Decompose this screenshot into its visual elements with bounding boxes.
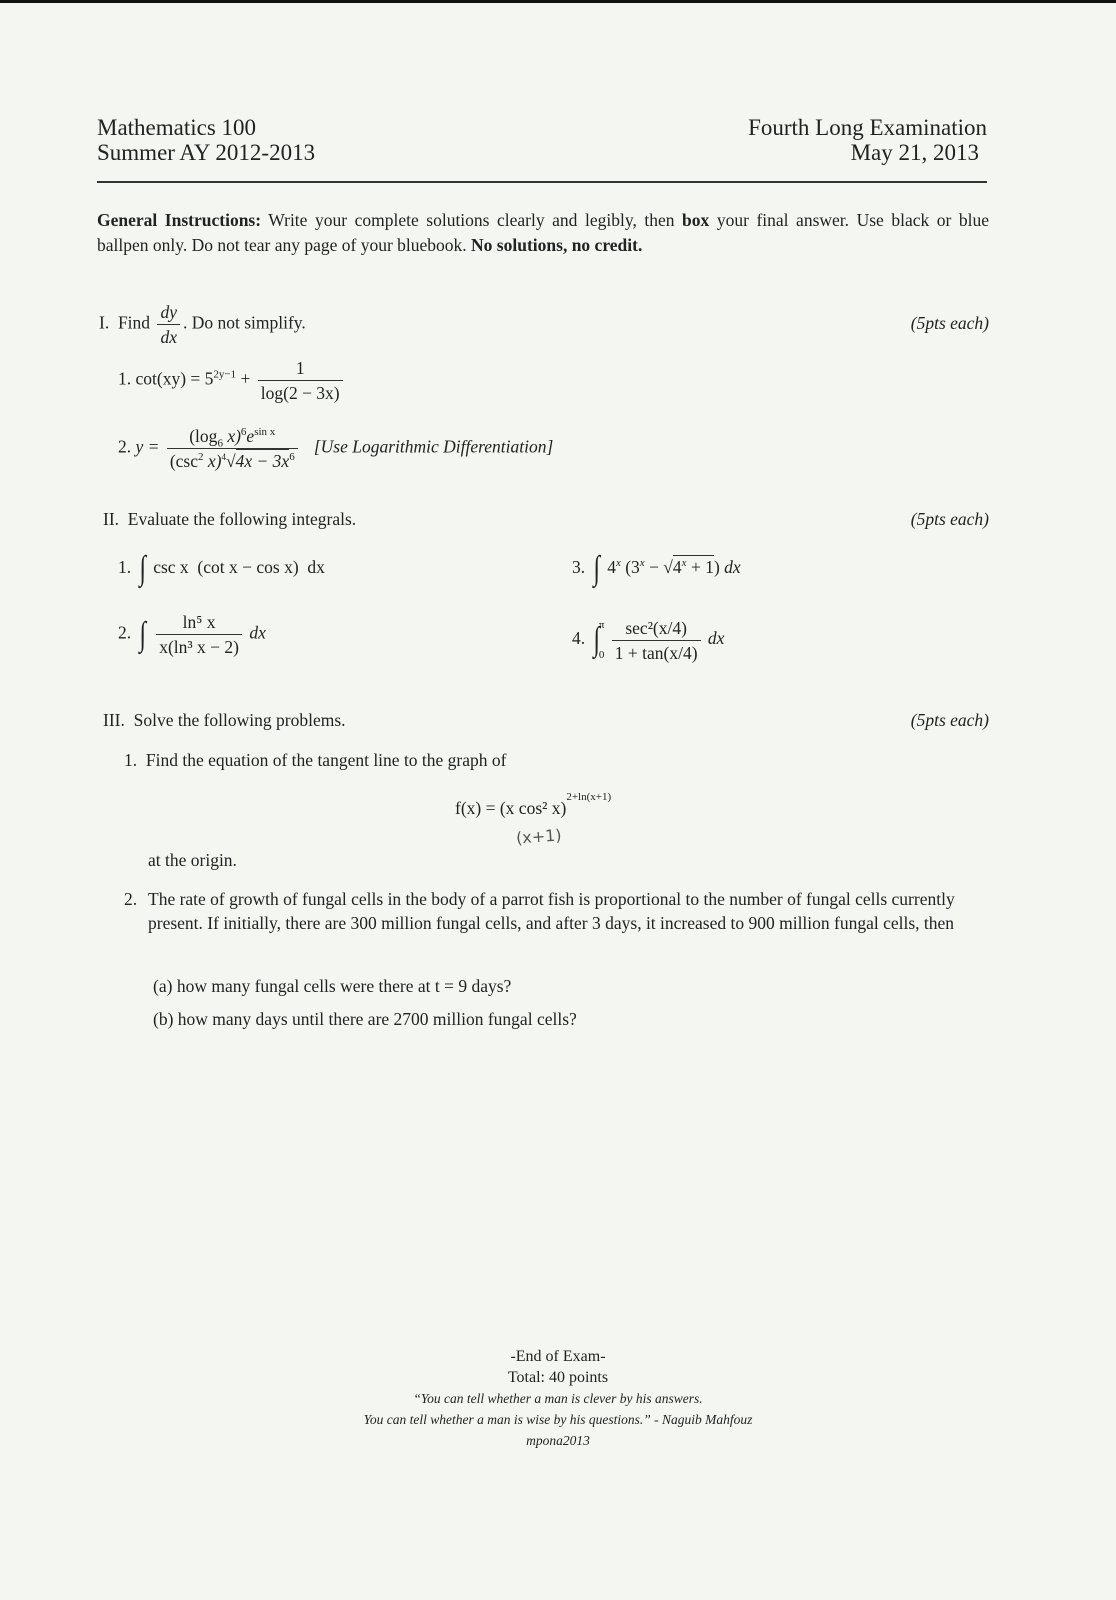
handwritten-annotation: (x+1) xyxy=(515,825,563,848)
differential: dx xyxy=(707,628,725,649)
math-part: + 1 xyxy=(686,557,714,578)
fraction-denominator: 1 + tan(x/4) xyxy=(612,640,701,665)
total-points: Total: 40 points xyxy=(507,1369,609,1386)
instructions-box: box xyxy=(682,210,710,230)
fraction-denominator xyxy=(167,448,298,473)
section-3-points: (5pts each) xyxy=(910,710,989,730)
question-1-2 xyxy=(118,424,553,473)
question-2-2 xyxy=(118,610,266,659)
question-2-1 xyxy=(118,550,325,588)
math-part: e xyxy=(246,426,255,446)
subquestion-label: (b) xyxy=(153,1009,174,1029)
math-operator: + xyxy=(240,368,251,389)
integral-sign: ∫ xyxy=(592,550,600,587)
section-numeral: III. xyxy=(103,710,125,730)
section-3-heading xyxy=(103,710,346,731)
exponent: sin x xyxy=(254,426,276,439)
instructions-text: your final answer. Use black or blue ballpen only. Do not tear any page of your bluebook. xyxy=(97,210,990,255)
math-expression: y = xyxy=(135,436,160,457)
question-number: 4. xyxy=(572,628,586,649)
question-number: 1. xyxy=(118,557,132,578)
exponent: 2+ln(x+1) xyxy=(566,791,612,803)
exam-footer xyxy=(0,1346,1116,1451)
math-part: (csc xyxy=(169,451,199,471)
scan-edge xyxy=(0,0,1116,3)
question-number: 1. xyxy=(118,368,132,389)
end-of-exam: -End of Exam- xyxy=(510,1348,606,1365)
question-number: 2. xyxy=(118,622,132,643)
question-1-1 xyxy=(118,356,346,405)
exponent: 2 xyxy=(198,451,204,464)
lower-limit: 0 xyxy=(598,649,605,661)
math-part: ) xyxy=(713,557,720,578)
subscript: 6 xyxy=(217,437,223,450)
author-tag: mpona2013 xyxy=(526,1433,590,1448)
section-numeral: II. xyxy=(103,509,120,529)
upper-limit: π xyxy=(598,619,605,631)
fraction-numerator: dy xyxy=(160,302,177,322)
general-instructions xyxy=(97,208,989,258)
subquestion-label: (a) xyxy=(153,976,173,996)
quote-line: “You can tell whether a man is clever by his answers. xyxy=(413,1391,703,1406)
section-1-points: (5pts each) xyxy=(910,313,989,333)
subquestion-a xyxy=(153,976,511,997)
course-info xyxy=(97,115,315,165)
course-title: Mathematics 100 xyxy=(97,115,257,140)
subquestion-text: how many days until there are 2700 million fungal cells? xyxy=(177,1009,577,1029)
section-numeral: I. xyxy=(99,312,110,333)
math-part: x) xyxy=(203,451,222,471)
question-number: 2. xyxy=(124,889,138,909)
question-3-2 xyxy=(124,887,990,935)
math-expression: f(x) = (x cos² x) xyxy=(455,798,567,818)
exponent: 6 xyxy=(289,451,295,464)
header-rule xyxy=(97,181,987,183)
course-term: Summer AY 2012-2013 xyxy=(97,140,316,165)
fraction-numerator: 1 xyxy=(295,358,305,378)
root-sign: √ xyxy=(226,451,236,471)
instructions-text: Write your complete solutions clearly and legibly, then xyxy=(268,210,675,230)
question-3-1 xyxy=(124,750,506,771)
subquestion-b xyxy=(153,1009,577,1030)
math-part: − √ xyxy=(644,557,673,578)
instructions-no-credit: No solutions, no credit. xyxy=(471,235,643,255)
exam-info xyxy=(748,115,987,165)
section-2-points: (5pts each) xyxy=(910,509,989,529)
differential: dx xyxy=(724,557,741,578)
question-number: 1. xyxy=(124,750,138,770)
math-expression: cot(xy) = 5 xyxy=(135,368,214,389)
fraction-denominator: dx xyxy=(157,324,180,349)
fraction-denominator: log(2 − 3x) xyxy=(258,380,343,405)
math-part: (log xyxy=(189,426,218,446)
question-2-4 xyxy=(572,610,724,670)
integral-sign: ∫ xyxy=(138,550,146,587)
differential: dx xyxy=(249,622,266,643)
radicand: 4x − 3x xyxy=(235,451,290,471)
root-index: 4 xyxy=(221,452,226,463)
section-text: Evaluate the following integrals. xyxy=(127,509,357,529)
exam-date: May 21, 2013 xyxy=(850,140,979,165)
question-2-3 xyxy=(572,550,741,588)
section-1-heading xyxy=(99,300,306,349)
question-text: The rate of growth of fungal cells in the body of a parrot fish is proportional to the number of fungal cells currently present. If initially, there are 300 million fungal cells, and after 3 days, it increased to 900 million fungal cells, then xyxy=(148,889,955,933)
section-text: Find xyxy=(117,312,151,333)
fraction-numerator xyxy=(167,424,298,448)
exam-title: Fourth Long Examination xyxy=(748,115,987,140)
fraction-numerator: sec²(x/4) xyxy=(625,617,687,638)
fraction-numerator: ln⁵ x xyxy=(182,612,216,632)
math-part: x) xyxy=(222,426,241,446)
method-note: [Use Logarithmic Differentiation] xyxy=(313,436,554,457)
math-part: 4 xyxy=(607,557,616,578)
section-2-heading xyxy=(103,509,356,530)
integral-sign: ∫ xyxy=(592,621,600,658)
exponent: 2y−1 xyxy=(213,368,237,381)
section-text: . Do not simplify. xyxy=(182,312,306,333)
subquestion-text: how many fungal cells were there at t = 9 days? xyxy=(176,976,512,996)
exponent: x xyxy=(681,557,687,570)
integral-sign: ∫ xyxy=(138,615,146,653)
exponent: 6 xyxy=(240,426,247,439)
math-expression: csc x (cot x − cos x) dx xyxy=(153,557,325,578)
exponent: x xyxy=(615,557,621,570)
question-text: at the origin. xyxy=(148,850,237,870)
question-number: 2. xyxy=(118,436,132,457)
question-number: 3. xyxy=(572,557,586,578)
function-equation xyxy=(455,791,612,819)
quote-line: You can tell whether a man is wise by his questions.” - Naguib Mahfouz xyxy=(363,1412,753,1427)
question-text: Find the equation of the tangent line to the graph of xyxy=(145,750,507,770)
section-text: Solve the following problems. xyxy=(133,710,346,730)
instructions-label: General Instructions: xyxy=(97,210,262,230)
exponent: x xyxy=(639,557,645,570)
fraction-denominator: x(ln³ x − 2) xyxy=(156,634,242,659)
math-part: (3 xyxy=(625,557,640,578)
math-part: 4 xyxy=(672,557,682,578)
